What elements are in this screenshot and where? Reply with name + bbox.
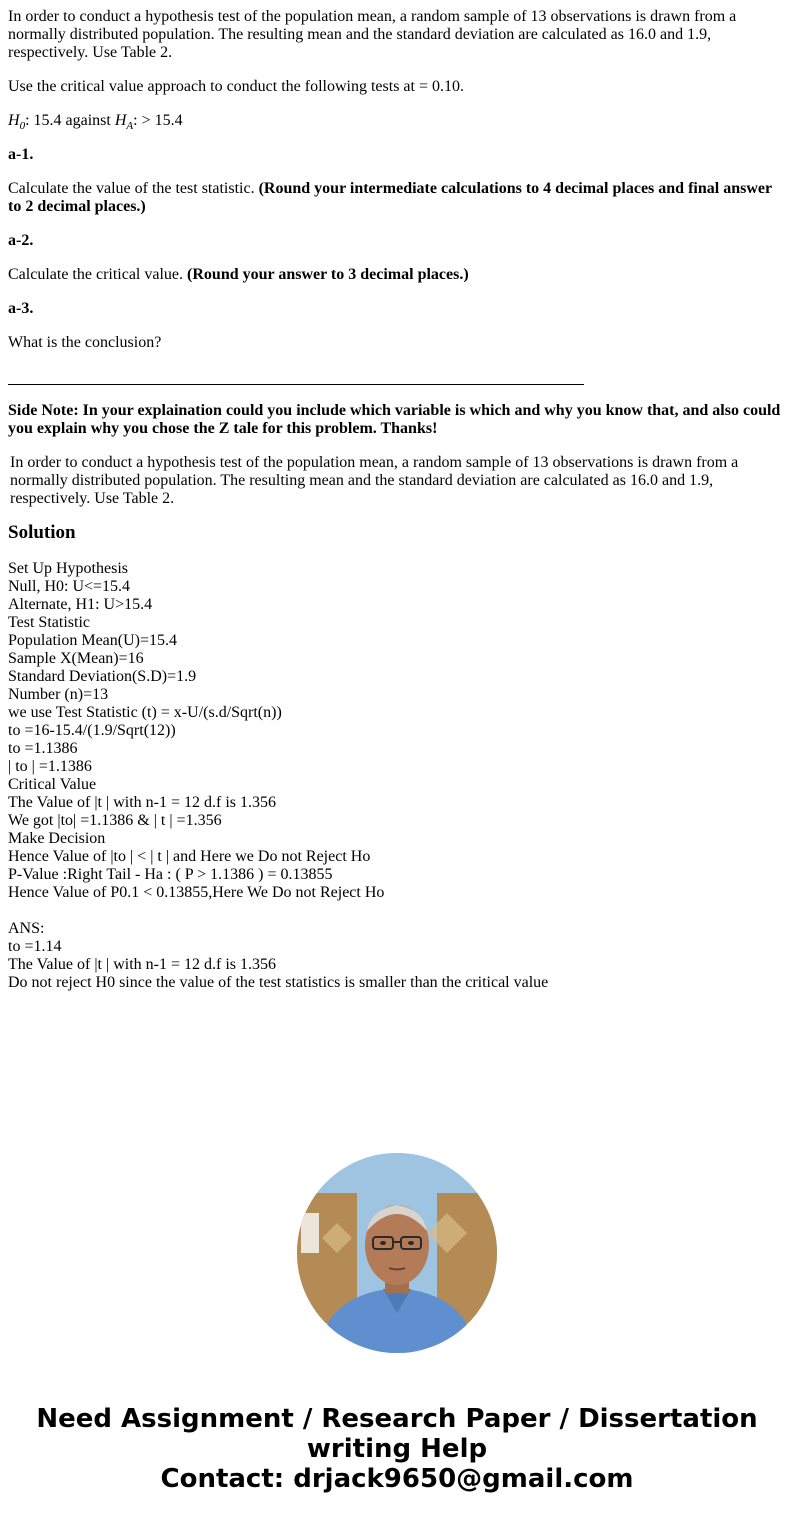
solution-line: P-Value :Right Tail - Ha : ( P > 1.1386 ) = 0.13855	[8, 866, 333, 883]
ha-symbol: H	[114, 112, 127, 129]
approach-text: Use the critical value approach to conduct the following tests at = 0.10.	[8, 78, 464, 95]
solution-heading: Solution	[8, 522, 76, 543]
solution-line: ANS:	[8, 920, 45, 937]
solution-line: Do not reject H0 since the value of the test statistics is smaller than the critical value	[8, 974, 549, 991]
promo-banner	[0, 1404, 794, 1494]
author-photo-graphic	[297, 1153, 497, 1353]
part-a2-note: (Round your answer to 3 decimal places.)	[187, 266, 469, 283]
solution-lines	[8, 560, 786, 992]
part-a2-label: a-2.	[8, 232, 34, 249]
promo-line-1: Need Assignment / Research Paper / Dissertation	[36, 1404, 758, 1434]
solution-line: Critical Value	[8, 776, 97, 793]
solution-line: | to | =1.1386	[8, 758, 92, 775]
author-photo-icon	[297, 1153, 497, 1353]
part-a1-note: (Round your intermediate calculations to 4 decimal places and final answer to 2 decimal places.)	[8, 180, 772, 215]
h0-subscript: 0	[19, 120, 26, 132]
promo-line-2: writing Help	[306, 1434, 488, 1464]
solution-line: We got |to| =1.1386 & | t | =1.356	[8, 812, 222, 829]
h0-text: : 15.4 against	[25, 112, 115, 129]
solution-line: Standard Deviation(S.D)=1.9	[8, 668, 197, 685]
promo-contact: Contact: drjack9650@gmail.com	[160, 1464, 634, 1494]
solution-line: Test Statistic	[8, 614, 90, 631]
solution-line: Hence Value of |to | < | t | and Here we Do not Reject Ho	[8, 848, 371, 865]
part-a1-label: a-1.	[8, 146, 34, 163]
ha-subscript: A	[126, 120, 134, 132]
solution-line: Population Mean(U)=15.4	[8, 632, 177, 649]
hypothesis-line	[8, 112, 786, 130]
question-intro: In order to conduct a hypothesis test of the population mean, a random sample of 13 observations is drawn from a normally distributed population. The resulting mean and the standard deviation are calculated as 16.0 and 1.9, respectively. Use Table 2.	[8, 8, 737, 61]
question-repeat: In order to conduct a hypothesis test of the population mean, a random sample of 13 observations is drawn from a normally distributed population. The resulting mean and the standard deviation are calculated as 16.0 and 1.9, respectively. Use Table 2.	[10, 454, 739, 507]
document-body	[8, 8, 786, 992]
solution-line: Null, H0: U<=15.4	[8, 578, 131, 595]
solution-line: The Value of |t | with n-1 = 12 d.f is 1.356	[8, 794, 276, 811]
solution-line: Make Decision	[8, 830, 106, 847]
solution-line: we use Test Statistic (t) = x-U/(s.d/Sqrt(n))	[8, 704, 282, 721]
solution-blank-line	[8, 902, 786, 920]
h0-symbol: H	[8, 112, 20, 129]
side-note: Side Note: In your explaination could you include which variable is which and why you know that, and also could you explain why you chose the Z tale for this problem. Thanks!	[8, 402, 781, 437]
solution-line: The Value of |t | with n-1 = 12 d.f is 1.356	[8, 956, 276, 973]
part-a3-label: a-3.	[8, 300, 34, 317]
part-a3-text: What is the conclusion?	[8, 334, 162, 351]
part-a1-text: Calculate the value of the test statistic. (Round your intermediate calculations to 4 decimal places and final answer to 2 decimal places.)	[8, 180, 772, 215]
solution-line: to =1.14	[8, 938, 62, 955]
divider-line	[8, 368, 584, 386]
solution-line: Hence Value of P0.1 < 0.13855,Here We Do not Reject Ho	[8, 884, 385, 901]
solution-line: Sample X(Mean)=16	[8, 650, 144, 667]
solution-line: Number (n)=13	[8, 686, 109, 703]
solution-line: Alternate, H1: U>15.4	[8, 596, 153, 613]
solution-line: to =1.1386	[8, 740, 78, 757]
solution-line: to =16-15.4/(1.9/Sqrt(12))	[8, 722, 176, 739]
solution-line: Set Up Hypothesis	[8, 560, 128, 577]
ha-text: : > 15.4	[133, 112, 183, 129]
part-a2-text: Calculate the critical value. (Round your answer to 3 decimal places.)	[8, 266, 469, 283]
